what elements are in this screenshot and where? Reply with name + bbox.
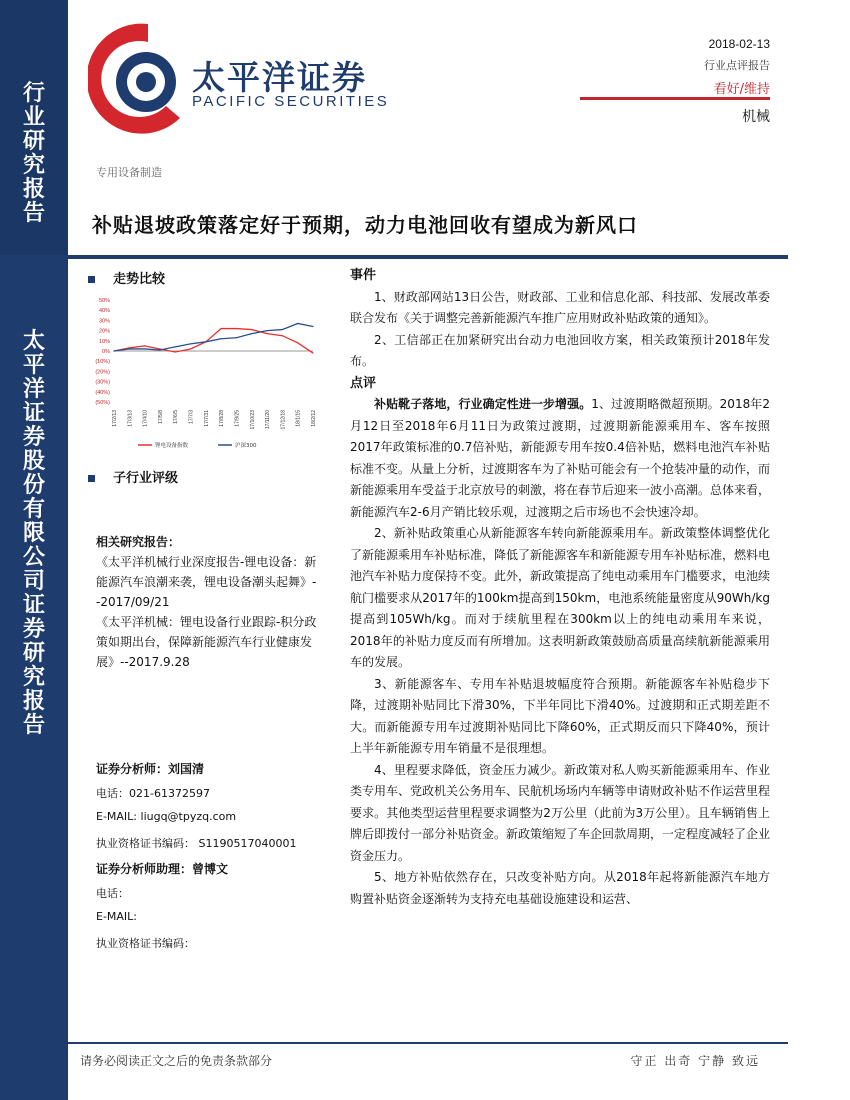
x-tick-label: 17/7/3 [188, 410, 195, 424]
sidebar [0, 0, 68, 1100]
industry-label: 机械 [742, 109, 770, 125]
report-date: 2018-02-13 [708, 37, 770, 51]
series-point-1 [159, 349, 160, 350]
rating-divider [580, 97, 770, 100]
x-tick-label: 18/2/12 [311, 410, 317, 427]
brand-name-en: PACIFIC SECURITIES [192, 93, 390, 110]
series-point-1 [297, 323, 298, 324]
assistant-cert: 执业资格证书编码： [96, 937, 195, 950]
footer-motto: 守正 出奇 宁静 致远 [630, 1054, 760, 1068]
series-point-0 [175, 351, 176, 352]
series-point-0 [190, 348, 191, 349]
footer-divider [68, 1042, 788, 1044]
comment-heading: 点评 [350, 375, 377, 391]
right-column [350, 265, 770, 910]
sub-industry-heading: 子行业评级 [88, 467, 178, 486]
series-point-1 [312, 326, 313, 327]
series-point-0 [221, 328, 222, 329]
y-tick-label: 10% [98, 338, 110, 345]
x-tick-label: 17/8/28 [219, 410, 226, 427]
left-column [88, 268, 328, 287]
x-tick-label: 17/7/31 [203, 410, 210, 427]
comment-lead: 补贴靴子落地，行业确定性进一步增强。 [374, 397, 592, 411]
series-point-1 [175, 346, 176, 347]
related-report-2[interactable]: 《太平洋机械：锂电设备行业跟踪-积分政策如期出台，保障新能源汽车行业健康发展》--2017.9.28 [96, 615, 317, 669]
rating-badge: 看好/维持 [713, 82, 770, 97]
comment-paragraph-1: 补贴靴子落地，行业确定性进一步增强。1、过渡期略微超预期。2018年2月12日至2018年6月11日为政策过渡期，过渡期新能源乘用车、客车按照2017年政策标准的0.7倍补贴，新能源专用车按0.4倍补贴，燃料电池汽车补贴标准不变。从量上分析，过渡期客车为了补贴可能会有一个抢装冲量的动作，而新能源乘用车受益于北京放号的刺激，将在春节后迎来一波小高潮。总体来看，新能源汽车2-6月产销比较乐观，过渡期之后市场也不会快速冷却。 [350, 397, 771, 519]
comment-paragraph-4: 4、里程要求降低，资金压力减少。新政策对私人购买新能源乘用车、作业类专用车、党政机关公务用车、民航机场场内车辆等申请财政补贴不作运营里程要求。其他类型运营里程要求调整为2万公里（此前为3万公里）。且车辆销售上牌后即拨付一部分补贴资金。新政策缩短了车企回款周期，一定程度减轻了企业资金压力。 [350, 762, 771, 863]
y-tick-label: 40% [98, 308, 110, 315]
series-point-0 [144, 345, 145, 346]
square-bullet-icon [88, 475, 95, 482]
event-paragraph-1: 1、财政部网站13日公告，财政部、工业和信息化部、科技部、发展改革委联合发布《关于调整完善新能源汽车推广应用财政补贴政策的通知》。 [350, 289, 770, 325]
title-divider [68, 255, 788, 259]
analyst-cert: 执业资格证书编码： S1190517040001 [96, 837, 297, 850]
y-tick-label: 20% [98, 328, 110, 335]
series-point-0 [266, 333, 267, 334]
brand-name-cn: 太平洋证券 [192, 58, 367, 97]
series-point-0 [251, 329, 252, 330]
series-point-1 [205, 341, 206, 342]
series-point-1 [221, 338, 222, 339]
assistant-email: E-MAIL: [96, 910, 138, 923]
x-tick-label: 17/12/18 [280, 410, 287, 430]
y-tick-label: (20%) [95, 369, 110, 376]
series-point-1 [113, 350, 114, 351]
y-tick-label: (50%) [95, 400, 110, 406]
y-tick-label: 50% [98, 298, 110, 304]
x-tick-label: 18/1/15 [295, 410, 302, 427]
series-point-1 [236, 337, 237, 338]
sector-label: 专用设备制造 [96, 166, 162, 179]
x-tick-label: 17/3/13 [127, 410, 134, 427]
analyst-phone: 电话：021-61372597 [96, 787, 210, 800]
assistant-label: 证券分析师助理：曾博文 [96, 862, 229, 876]
sidebar-top-label: 行 业 研 究 报 告 [22, 80, 45, 226]
event-paragraph-2: 2、工信部正在加紧研究出台动力电池回收方案，相关政策预计2018年发布。 [350, 332, 770, 368]
x-tick-label: 17/10/23 [249, 410, 256, 430]
report-type: 行业点评报告 [704, 59, 770, 72]
x-tick-label: 17/4/10 [142, 410, 149, 427]
trend-chart [88, 292, 328, 462]
x-tick-label: 17/2/13 [112, 410, 118, 427]
series-point-1 [251, 333, 252, 334]
assistant-phone: 电话： [96, 887, 129, 900]
x-tick-label: 17/11/20 [265, 410, 272, 430]
series-point-1 [282, 329, 283, 330]
legend-label: 沪深300 [235, 443, 257, 449]
analyst-label: 证券分析师：刘国清 [96, 762, 205, 776]
company-logo-icon [88, 18, 188, 138]
series-point-0 [297, 342, 298, 343]
y-tick-label: (10%) [95, 359, 110, 366]
y-tick-label: (40%) [95, 389, 110, 396]
page-title: 补贴退坡政策落定好于预期，动力电池回收有望成为新风口 [92, 213, 638, 237]
comment-paragraph-5: 5、地方补贴依然存在，只改变补贴方向。从2018年起将新能源汽车地方购置补贴资金逐渐转为支持充电基础设施建设和运营、 [350, 870, 770, 906]
comment-paragraph-2: 2、新补贴政策重心从新能源客车转向新能源乘用车。新政策整体调整优化了新能源乘用车补贴标准，降低了新能源客车和新能源专用车补贴标准，燃料电池汽车补贴力度保持不变。此外，新政策提高了纯电动乘用车门槛要求，电池续航门槛要求从2017年的100km提高到150km，电池系统能量密度从90Wh/kg提高到105Wh/kg。而对于续航里程在300km以上的纯电动乘用车来说，2018年的补贴力度反而有所增加。这表明新政策鼓励高质量高续航新能源乘用车的发展。 [350, 526, 771, 669]
comment-paragraph-3: 3、新能源客车、专用车补贴退坡幅度符合预期。新能源客车补贴稳步下降，过渡期补贴同比下滑30%，下半年同比下滑40%。过渡期和正式期差距不大。而新能源专用车过渡期补贴同比下降60%，正式期反而只下降40%，预计上半年新能源专用车销量不是很理想。 [350, 676, 770, 755]
related-report-1[interactable]: 《太平洋机械行业深度报告-锂电设备：新能源汽车浪潮来袭，锂电设备潮头起舞》--2017/09/21 [96, 555, 317, 609]
related-reports [96, 532, 326, 672]
y-tick-label: 0% [102, 349, 110, 355]
x-tick-label: 17/9/25 [234, 410, 241, 427]
series-point-0 [312, 352, 313, 353]
square-bullet-icon [88, 276, 95, 283]
x-tick-label: 17/6/5 [173, 410, 180, 424]
series-point-1 [129, 348, 130, 349]
sidebar-bottom-label: 太 平 洋 证 券 股 份 有 限 公 司 证 券 研 究 报 告 [22, 328, 45, 738]
y-tick-label: 30% [98, 318, 110, 325]
y-tick-label: (30%) [95, 379, 110, 386]
series-point-0 [282, 335, 283, 336]
series-point-0 [236, 328, 237, 329]
series-point-1 [190, 343, 191, 344]
analyst-email[interactable]: E-MAIL: liugq@tpyzq.com [96, 810, 237, 823]
footer-disclaimer[interactable]: 请务必阅读正文之后的免责条款部分 [80, 1054, 273, 1068]
event-heading: 事件 [350, 268, 377, 283]
series-line-1 [114, 323, 313, 351]
related-heading: 相关研究报告： [96, 535, 181, 549]
series-point-1 [266, 330, 267, 331]
legend-label: 锂电设备指数 [155, 443, 189, 449]
series-point-1 [144, 348, 145, 349]
trend-heading: 走势比较 [88, 268, 328, 287]
x-tick-label: 17/5/8 [157, 410, 164, 424]
